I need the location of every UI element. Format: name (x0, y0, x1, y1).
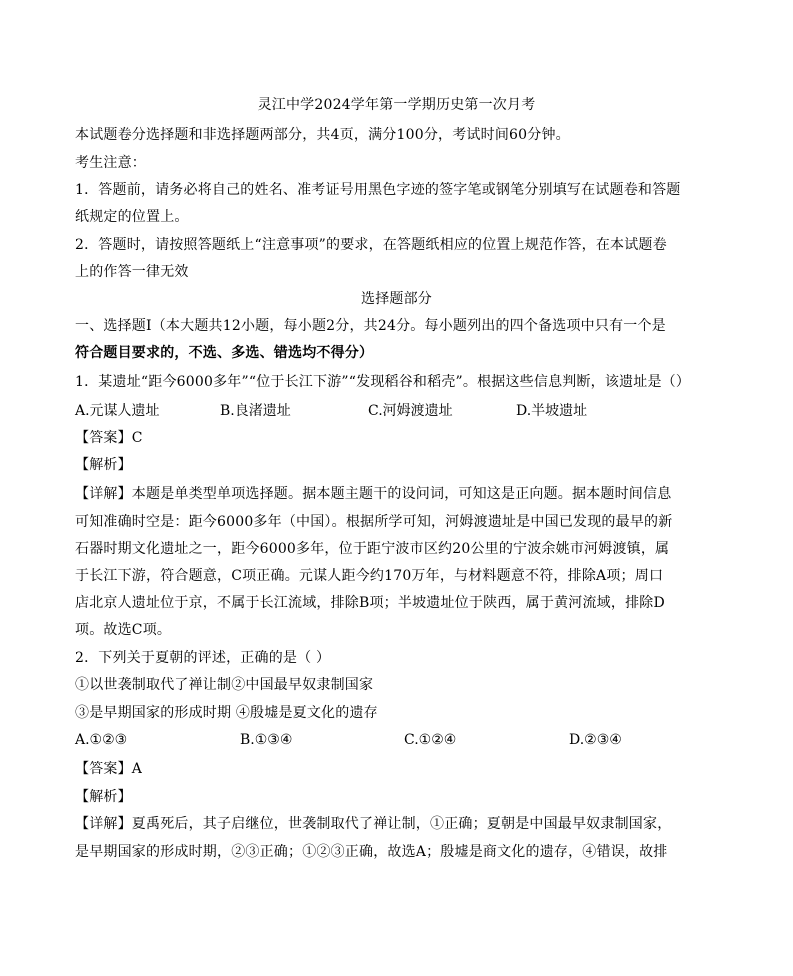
q1-option-a: A.元谋人遗址 (75, 403, 160, 419)
q2-statement-1: ①以世袭制取代了禅让制②中国最早奴隶制国家 (75, 677, 374, 693)
q2-detail-line: 是早期国家的形成时期，②③正确；①②③正确，故选A；殷墟是商文化的遗存，④错误，故排 (75, 844, 668, 860)
q2-analysis-label: 【解析】 (75, 789, 132, 805)
q1-option-b: B.良渚遗址 (220, 403, 291, 419)
q2-option-b: B.①③④ (240, 732, 293, 748)
q1-detail-line: 【详解】本题是单类型单项选择题。据本题主题干的设问词，可知这是正向题。据本题时间信息 (75, 486, 672, 502)
q1-analysis-label: 【解析】 (75, 457, 132, 473)
q2-option-c: C.①②④ (404, 732, 457, 748)
q1-option-d: D.半坡遗址 (516, 403, 588, 419)
q1-detail-line: 项。故选C项。 (75, 622, 172, 638)
q2-statement-2: ③是早期国家的形成时期 ④殷墟是夏文化的遗存 (75, 705, 378, 721)
q1-detail-line: 可知准确时空是：距今6000多年（中国）。根据所学可知，河姆渡遗址是中国已发现的最早的新 (75, 514, 673, 530)
q2-answer: 【答案】A (75, 761, 143, 777)
q1-detail-line: 石器时期文化遗址之一，距今6000多年，位于距宁波市区约20公里的宁波余姚市河姆渡镇，属 (75, 541, 670, 557)
q1-detail-line: 店北京人遗址位于京，不属于长江流域，排除B项；半坡遗址位于陕西，属于黄河流域，排除D (75, 595, 665, 611)
q1-option-c: C.河姆渡遗址 (368, 403, 453, 419)
q1-detail-line: 于长江下游，符合题意，C项正确。元谋人距今约170万年，与材料题意不符，排除A项；周口 (75, 568, 664, 584)
q1-stem: 1．某遗址“距今6000多年”“位于长江下游”“发现稻谷和稻壳”。根据这些信息判断，该遗址是（） (75, 374, 691, 390)
exam-intro: 本试题卷分选择题和非选择题两部分，共4页，满分100分，考试时间60分钟。 (75, 127, 570, 143)
q2-stem: 2．下列关于夏朝的评述，正确的是（ ） (75, 650, 331, 666)
q2-detail-line: 【详解】夏禹死后，其子启继位，世袭制取代了禅让制，①正确；夏朝是中国最早奴隶制国家， (75, 816, 672, 832)
q2-option-d: D.②③④ (569, 732, 622, 748)
notice-2: 2．答题时，请按照答题纸上“注意事项”的要求，在答题纸相应的位置上规范作答，在本试题卷 (75, 237, 667, 253)
notice-1-cont: 纸规定的位置上。 (75, 209, 189, 225)
q2-option-a: A.①②③ (75, 732, 128, 748)
section-instructions-cont: 符合题目要求的，不选、多选、错选均不得分） (75, 345, 374, 361)
notice-label: 考生注意： (75, 155, 146, 171)
section-instructions: 一、选择题Ⅰ（本大题共12小题，每小题2分，共24分。每小题列出的四个备选项中只有一个是 (75, 318, 666, 334)
q1-answer: 【答案】C (75, 430, 143, 446)
notice-1: 1．答题前，请务必将自己的姓名、准考证号用黑色字迹的签字笔或钢笔分别填写在试题卷和答题 (75, 182, 681, 198)
notice-2-cont: 上的作答一律无效 (75, 264, 189, 280)
exam-title: 灵江中学2024学年第一学期历史第一次月考 (257, 97, 536, 113)
section-title: 选择题部分 (361, 291, 432, 307)
